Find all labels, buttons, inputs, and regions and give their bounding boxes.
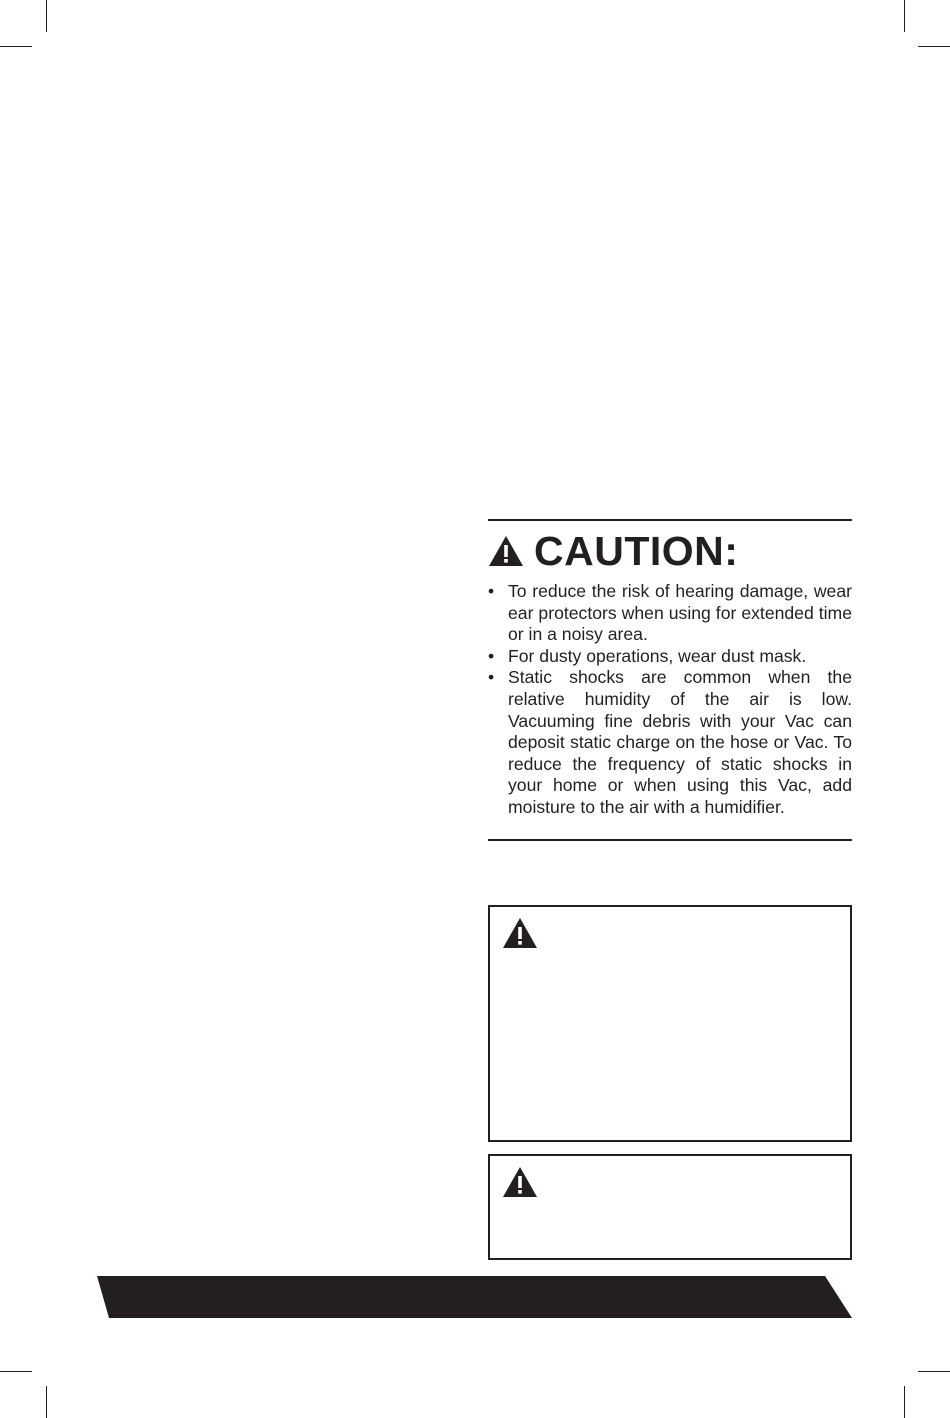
crop-mark bbox=[904, 1386, 905, 1418]
crop-mark bbox=[0, 46, 32, 47]
crop-mark bbox=[904, 0, 905, 32]
warning-triangle-icon bbox=[502, 1166, 538, 1198]
list-item: • To reduce the risk of hearing damage, wear ear protectors when using for extended time or in a noisy area. bbox=[488, 581, 852, 645]
warning-box bbox=[488, 1154, 852, 1260]
crop-mark bbox=[918, 46, 950, 47]
list-item: • For dusty operations, wear dust mask. bbox=[488, 645, 807, 666]
top-rule bbox=[488, 519, 852, 521]
caution-header bbox=[488, 529, 852, 573]
crop-mark bbox=[0, 1371, 32, 1372]
caution-list bbox=[488, 581, 852, 819]
crop-mark bbox=[46, 0, 47, 32]
warning-box bbox=[488, 905, 852, 1142]
list-item: • Static shocks are common when the relative humidity of the air is low. Vacuuming fine debris with your Vac can deposit static charge on the hose or Vac. To reduce the frequency of static shocks in your home or when using this Vac, add moisture to the air with a humidifier. bbox=[488, 667, 852, 817]
bullet-text: For dusty operations, wear dust mask. bbox=[508, 645, 807, 666]
bottom-rule bbox=[488, 839, 852, 841]
bullet-text: Static shocks are common when the relative humidity of the air is low. Vacuuming fine debris with your Vac can deposit static charge on the hose or Vac. To reduce the frequency of static shocks in your home or when using this Vac, add moisture to the air with a humidifier. bbox=[508, 667, 852, 817]
crop-mark bbox=[918, 1371, 950, 1372]
warning-triangle-icon bbox=[488, 535, 524, 567]
bullet-text: To reduce the risk of hearing damage, wear ear protectors when using for extended time or in a noisy area. bbox=[508, 581, 852, 645]
caution-title: CAUTION: bbox=[534, 528, 739, 574]
caution-section bbox=[488, 519, 852, 819]
warning-triangle-icon bbox=[502, 917, 538, 949]
crop-mark bbox=[46, 1386, 47, 1418]
